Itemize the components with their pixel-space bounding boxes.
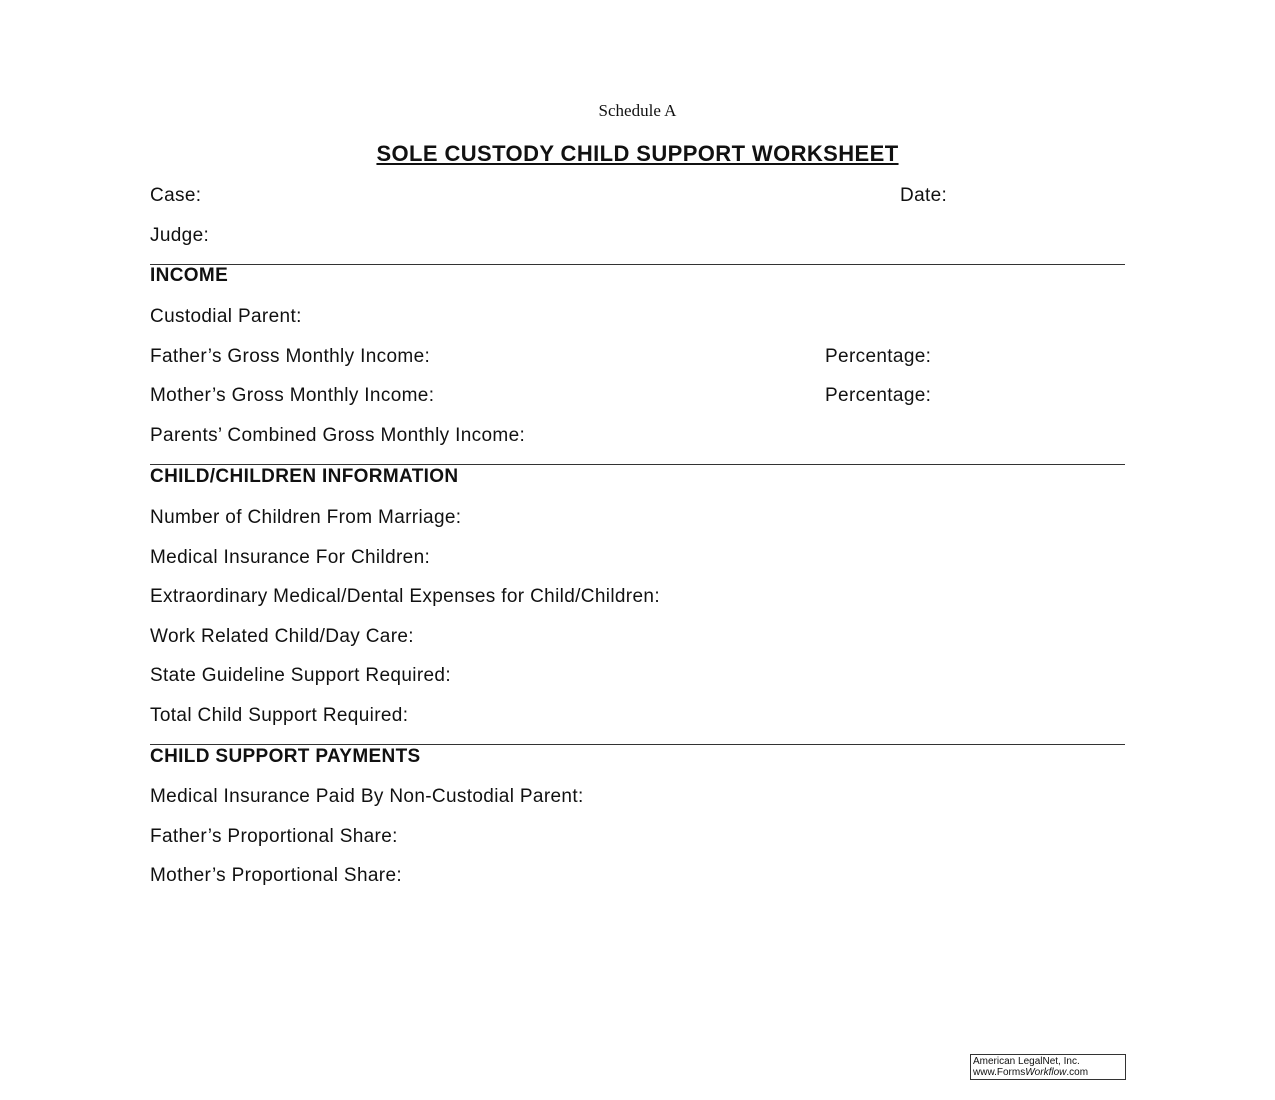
footer-url-italic: Workflow — [1025, 1067, 1067, 1078]
children-item: State Guideline Support Required: — [150, 665, 451, 686]
children-item: Extraordinary Medical/Dental Expenses for Child/Children: — [150, 586, 660, 607]
children-item: Medical Insurance For Children: — [150, 547, 431, 568]
divider — [150, 464, 1125, 465]
schedule-label: Schedule A — [598, 101, 677, 120]
children-item: Number of Children From Marriage: — [150, 507, 462, 528]
income-heading: INCOME — [150, 265, 229, 286]
father-percentage-label: Percentage: — [825, 346, 932, 367]
divider — [150, 264, 1125, 265]
mother-percentage-label: Percentage: — [825, 385, 932, 406]
page-title: SOLE CUSTODY CHILD SUPPORT WORKSHEET — [376, 141, 899, 166]
case-label: Case: — [150, 185, 202, 206]
divider — [150, 744, 1125, 745]
payments-item: Father’s Proportional Share: — [150, 826, 398, 847]
judge-label: Judge: — [150, 225, 210, 246]
payments-heading: CHILD SUPPORT PAYMENTS — [150, 746, 421, 767]
footer-url-prefix: www.Forms — [973, 1067, 1026, 1078]
children-item: Work Related Child/Day Care: — [150, 626, 414, 647]
footer-url-suffix: .com — [1066, 1067, 1089, 1078]
payments-item: Medical Insurance Paid By Non-Custodial Parent: — [150, 786, 584, 807]
date-label: Date: — [900, 185, 948, 206]
father-income-label: Father’s Gross Monthly Income: — [150, 346, 431, 367]
children-item: Total Child Support Required: — [150, 705, 409, 726]
payments-item: Mother’s Proportional Share: — [150, 865, 403, 886]
footer-line1: American LegalNet, Inc. — [973, 1056, 1080, 1067]
footer-line2 — [973, 1067, 1123, 1078]
mother-income-label: Mother’s Gross Monthly Income: — [150, 385, 435, 406]
combined-income-label: Parents’ Combined Gross Monthly Income: — [150, 425, 526, 446]
publisher-footer — [970, 1054, 1126, 1080]
custodial-parent-label: Custodial Parent: — [150, 306, 302, 327]
children-heading: CHILD/CHILDREN INFORMATION — [150, 466, 459, 487]
